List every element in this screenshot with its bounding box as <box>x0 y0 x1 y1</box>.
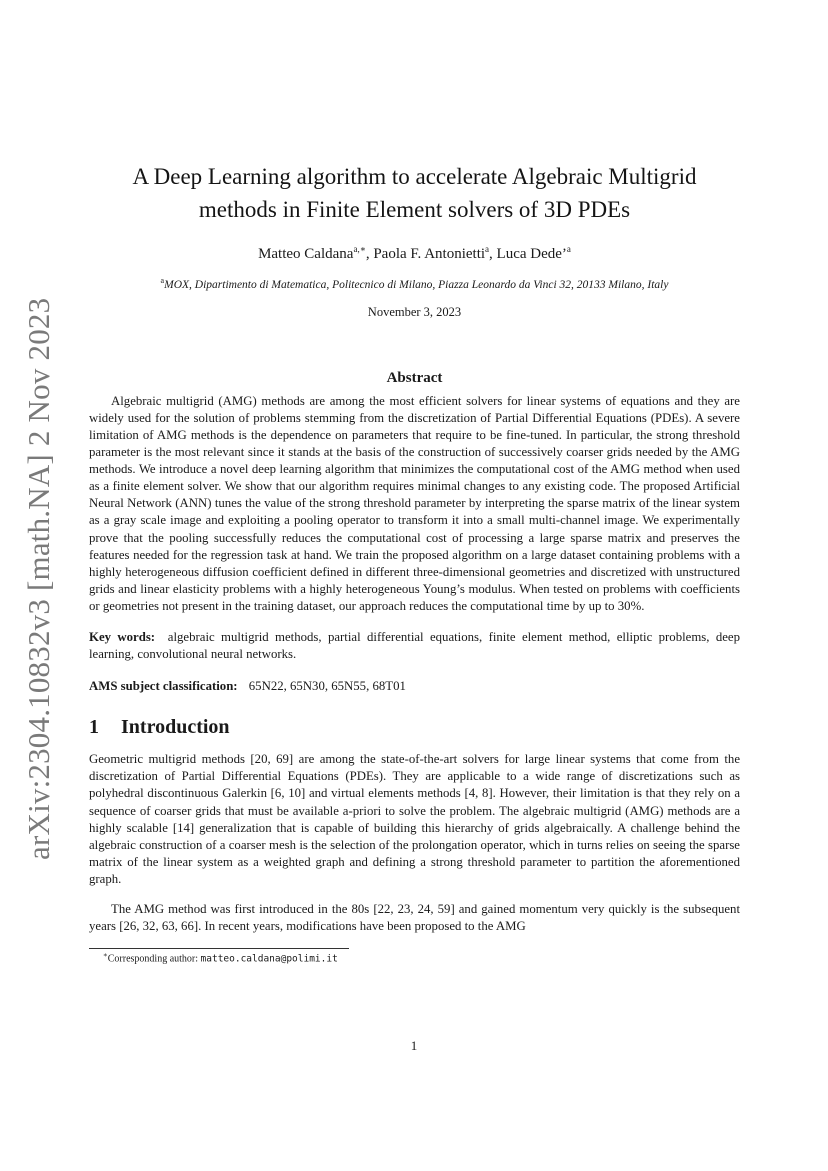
footnote-text: Corresponding author: <box>107 953 201 965</box>
keywords-label: Key words: <box>89 630 156 645</box>
footnote <box>89 951 740 964</box>
affiliation-text: MOX, Dipartimento di Matematica, Politecnico di Milano, Piazza Leonardo da Vinci 32, 20133 Milano, Italy <box>164 278 669 291</box>
ams-label: AMS subject classification: <box>89 679 238 694</box>
section-title: Introduction <box>121 716 230 739</box>
author-name: Luca Dede’ <box>496 246 567 262</box>
ams-codes: 65N22, 65N30, 65N55, 68T01 <box>248 679 406 694</box>
title-line-2: methods in Finite Element solvers of 3D PDEs <box>198 197 631 222</box>
author-affiliation-mark: a <box>566 244 571 254</box>
keywords <box>89 629 740 663</box>
page-number: 1 <box>410 1038 418 1053</box>
intro-paragraph-2: The AMG method was first introduced in the 80s [22, 23, 24, 59] and gained momentum very quickly is the subsequent years [26, 32, 63, 66]. In recent years, modifications have been proposed to the AMG <box>89 901 740 933</box>
abstract-heading: Abstract <box>386 369 443 386</box>
author-list: Matteo Caldana$^{a,∗}$, Paola F. Antonietti$^a$, Luca Dede’$^a$ <box>258 244 571 262</box>
arxiv-identifier: arXiv:2304.10832v3 [math.NA] 2 Nov 2023 <box>21 297 56 860</box>
paper-title <box>89 160 740 226</box>
author-affiliation-mark: a <box>485 244 490 254</box>
paper-page <box>89 150 740 964</box>
title-line-1: A Deep Learning algorithm to accelerate Algebraic Multigrid <box>132 164 697 189</box>
author-name: Paola F. Antonietti <box>373 246 486 262</box>
footnote-marker: ∗ <box>103 950 108 959</box>
abstract-text: Algebraic multigrid (AMG) methods are among the most efficient solvers for linear systems of equations and they are widely used for the solution of problems stemming from the discretization of Partial Differential Equations (PDEs). A severe limitation of AMG methods is the dependence on parameters that require to be fine-tuned. In particular, the strong threshold parameter is the most relevant since it stands at the basis of the construction of successively coarser grids needed by the AMG methods. We introduce a novel deep learning algorithm that minimizes the computational cost of the AMG method when used as a finite element solver. We show that our algorithm requires minimal changes to any existing code. The proposed Artificial Neural Network (ANN) tunes the value of the strong threshold parameter by interpreting the sparse matrix of the linear system as a gray scale image and exploiting a pooling operator to transform it into a small multi-channel image. We experimentally prove that the pooling successfully reduces the computational cost of processing a large sparse matrix and preserves the features needed for the regression task at hand. We train the proposed algorithm on a large dataset containing problems with a highly heterogeneous diffusion coefficient defined in different three-dimensional geometries and discretized with unstructured grids and linear elasticity problems with a highly heterogeneous Young’s modulus. When tested on problems with coefficients or geometries not present in the training dataset, our approach reduces the computational time by up to 30%. <box>89 393 740 613</box>
affiliation <box>89 276 740 291</box>
keywords-text: algebraic multigrid methods, partial differential equations, finite element method, elliptic problems, deep learning, convolutional neural networks. <box>89 630 740 662</box>
ams-classification <box>89 679 740 694</box>
intro-paragraph-1: Geometric multigrid methods [20, 69] are among the state-of-the-art solvers for large linear systems that come from the discretization of Partial Differential Equations (PDEs). They are applicable to a wide range of discretizations such as polyhedral discontinuous Galerkin [6, 10] and virtual elements methods [4, 8]. However, their limitation is that they rely on a sequence of coarser grids that must be available a-priori to solve the problem. The algebraic multigrid (AMG) methods are a highly scalable [14] generalization that is capable of building this hierarchy of grids algebraically. A challenge behind the algebraic construction of a coarser mesh is the selection of the prolongation operator, which in turns relies on seeing the sparse matrix of the linear system as a weighted graph and defining a strong threshold parameter to partition the aforementioned graph. <box>89 752 740 886</box>
publication-date: November 3, 2023 <box>367 304 462 319</box>
author-name: Matteo Caldana <box>258 246 354 262</box>
section-number: 1 <box>89 716 99 739</box>
section-heading <box>89 716 740 739</box>
author-affiliation-mark: a,∗ <box>353 244 366 254</box>
author-email: matteo.caldana@polimi.it <box>200 953 338 965</box>
affiliation-marker: a <box>160 276 165 285</box>
footnote-divider <box>89 948 349 949</box>
